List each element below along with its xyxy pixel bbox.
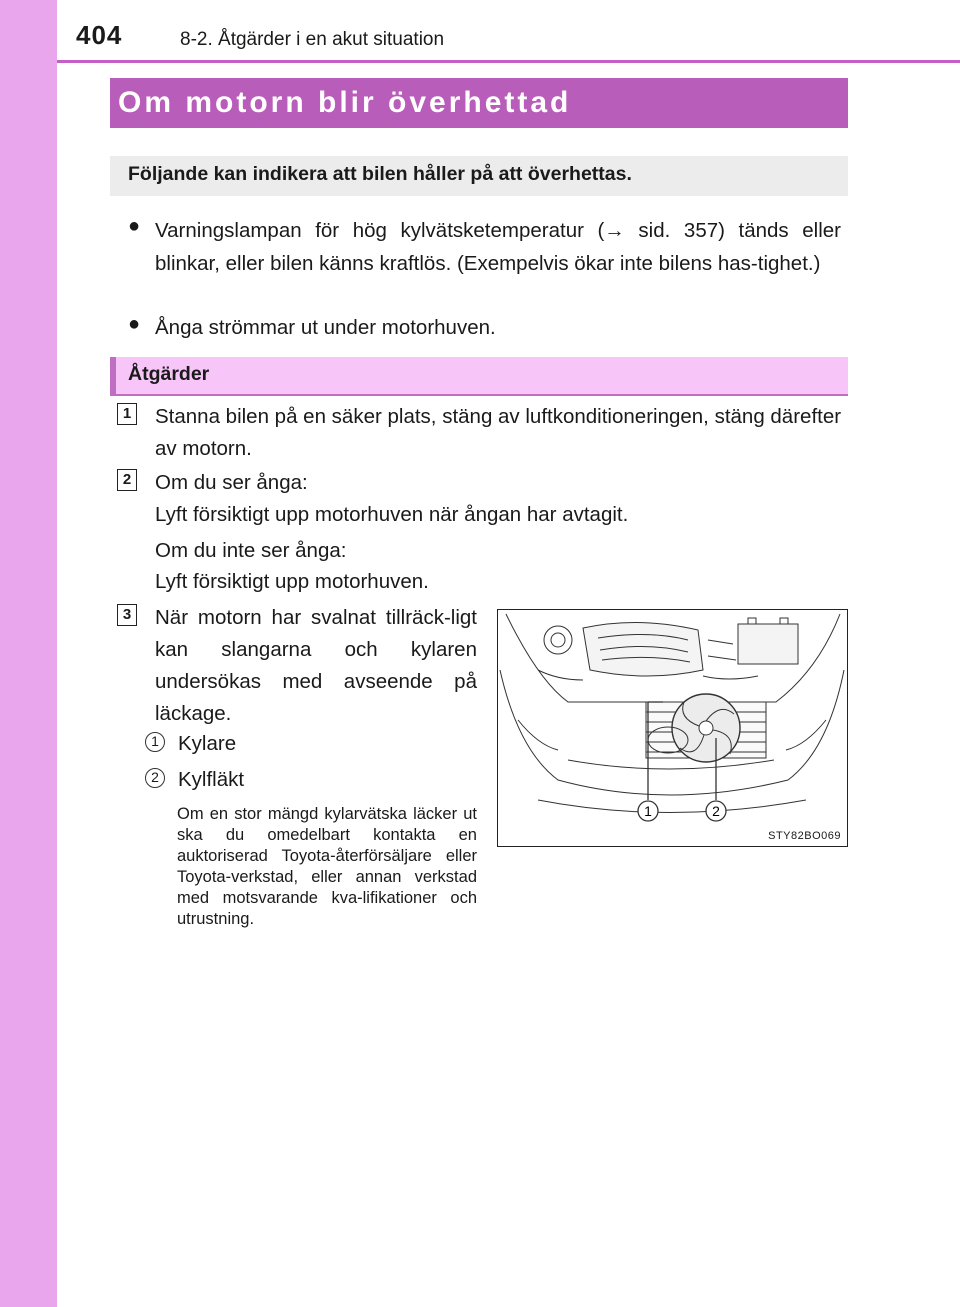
chapter-heading: 8-2. Åtgärder i en akut situation xyxy=(180,29,445,50)
engine-bay-drawing xyxy=(498,610,846,845)
section-title: Åtgärder xyxy=(128,363,210,385)
legend-number-1: 1 xyxy=(145,732,165,752)
section-divider xyxy=(110,394,848,396)
header-divider xyxy=(57,60,960,63)
bullet-item: Ånga strömmar ut under motorhuven. xyxy=(155,316,496,339)
callout-2: 2 xyxy=(712,803,720,819)
figure-code: STY82BO069 xyxy=(768,830,841,842)
page-number: 404 xyxy=(76,20,123,50)
step-2-line: Om du ser ånga: xyxy=(155,471,308,494)
step-number-2: 2 xyxy=(117,469,137,491)
engine-illustration xyxy=(497,609,848,847)
warning-note: Om en stor mängd kylarvätska läcker ut ska du omedelbart kontakta en auktoriserad Toyota-återförsäljare eller Toyota-verkstad, eller annan verkstad med motsvarande kva-lifikationer och utrustning. xyxy=(177,805,477,928)
step-2-line: Lyft försiktigt upp motorhuven när ångan har avtagit. xyxy=(155,503,629,526)
step-2-line: Om du inte ser ånga: xyxy=(155,539,347,562)
bullet-icon: ● xyxy=(128,313,141,335)
legend-label-fan: Kylfläkt xyxy=(178,768,245,791)
legend-label-radiator: Kylare xyxy=(178,732,237,755)
legend-number-2: 2 xyxy=(145,768,165,788)
step-3-text: När motorn har svalnat tillräck-ligt kan slangarna och kylaren undersökas med avseende på läckage. xyxy=(155,606,477,725)
step-2-line: Lyft försiktigt upp motorhuven. xyxy=(155,570,429,593)
section-heading xyxy=(110,357,848,394)
step-number-3: 3 xyxy=(117,604,137,626)
callout-1: 1 xyxy=(644,803,652,819)
step-number-1: 1 xyxy=(117,403,137,425)
chapter-sidebar xyxy=(0,0,57,1307)
bullet-icon: ● xyxy=(128,215,141,237)
intro-box xyxy=(110,156,848,196)
intro-text: Följande kan indikera att bilen håller på att överhettas. xyxy=(128,163,632,185)
bullet-item: Varningslampan för hög kylvätsketemperatur (→ sid. 357) tänds eller blinkar, eller bilen känns kraftlös. (Exempelvis ökar inte bilens has-tighet.) xyxy=(155,219,841,275)
page-title: Om motorn blir överhettad xyxy=(110,78,848,128)
step-1-text: Stanna bilen på en säker plats, stäng av luftkonditioneringen, stäng därefter av motorn. xyxy=(155,405,842,460)
